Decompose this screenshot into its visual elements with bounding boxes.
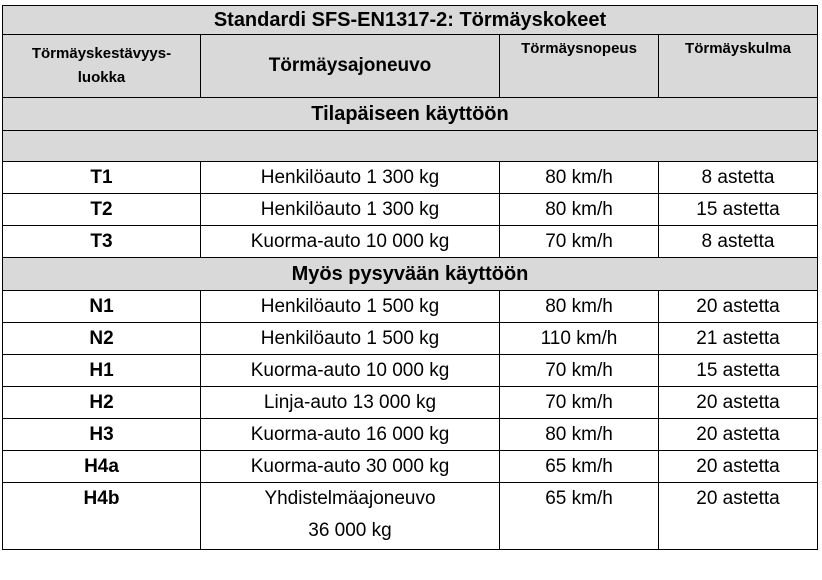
section-row-temporary	[3, 98, 818, 131]
vehicle-cell: Henkilöauto 1 300 kg	[201, 194, 500, 226]
class-cell: T2	[3, 194, 201, 226]
vehicle-cell: Henkilöauto 1 300 kg	[201, 162, 500, 194]
speed-cell: 80 km/h	[500, 162, 659, 194]
class-cell: N1	[3, 291, 201, 323]
table-row	[3, 419, 818, 451]
crash-test-table	[2, 5, 818, 550]
header-angle: Törmäyskulma	[659, 35, 818, 98]
vehicle-cell: Henkilöauto 1 500 kg	[201, 291, 500, 323]
header-row	[3, 35, 818, 98]
angle-cell: 15 astetta	[659, 194, 818, 226]
empty-gray-row	[3, 131, 818, 162]
angle-cell: 8 astetta	[659, 226, 818, 258]
class-cell: H1	[3, 355, 201, 387]
class-cell: N2	[3, 323, 201, 355]
speed-cell: 65 km/h	[500, 483, 659, 550]
table-row	[3, 387, 818, 419]
table-row	[3, 451, 818, 483]
speed-cell: 70 km/h	[500, 226, 659, 258]
vehicle-cell: Henkilöauto 1 500 kg	[201, 323, 500, 355]
vehicle-line2: 36 000 kg	[308, 520, 392, 541]
speed-cell: 65 km/h	[500, 451, 659, 483]
speed-cell: 70 km/h	[500, 355, 659, 387]
table-row	[3, 323, 818, 355]
angle-cell: 20 astetta	[659, 387, 818, 419]
table-title: Standardi SFS-EN1317-2: Törmäyskokeet	[3, 6, 818, 35]
vehicle-cell	[201, 483, 500, 550]
header-vehicle: Törmäysajoneuvo	[201, 35, 500, 98]
class-cell: T3	[3, 226, 201, 258]
vehicle-line1: Yhdistelmäajoneuvo	[264, 488, 436, 509]
table-row	[3, 162, 818, 194]
speed-cell: 80 km/h	[500, 194, 659, 226]
section-row-permanent	[3, 258, 818, 291]
vehicle-cell: Kuorma-auto 10 000 kg	[201, 355, 500, 387]
angle-cell: 15 astetta	[659, 355, 818, 387]
class-cell: H4b	[3, 483, 201, 550]
header-class	[3, 35, 201, 98]
table-title-row	[3, 6, 818, 35]
angle-cell: 8 astetta	[659, 162, 818, 194]
class-cell: H2	[3, 387, 201, 419]
section-label-permanent: Myös pysyvään käyttöön	[3, 258, 818, 291]
angle-cell: 20 astetta	[659, 451, 818, 483]
vehicle-cell: Kuorma-auto 16 000 kg	[201, 419, 500, 451]
table-row	[3, 226, 818, 258]
table-row	[3, 291, 818, 323]
table-row	[3, 355, 818, 387]
angle-cell: 21 astetta	[659, 323, 818, 355]
table-row	[3, 483, 818, 550]
header-class-line2: luokka	[77, 69, 126, 86]
vehicle-cell: Kuorma-auto 10 000 kg	[201, 226, 500, 258]
class-cell: H3	[3, 419, 201, 451]
class-cell: H4a	[3, 451, 201, 483]
speed-cell: 80 km/h	[500, 291, 659, 323]
header-class-line1: Törmäyskestävyys-	[31, 45, 172, 62]
section-label-temporary: Tilapäiseen käyttöön	[3, 98, 818, 131]
vehicle-cell: Linja-auto 13 000 kg	[201, 387, 500, 419]
vehicle-cell: Kuorma-auto 30 000 kg	[201, 451, 500, 483]
header-speed: Törmäysnopeus	[500, 35, 659, 98]
speed-cell: 70 km/h	[500, 387, 659, 419]
empty-cell	[3, 131, 818, 162]
angle-cell: 20 astetta	[659, 419, 818, 451]
speed-cell: 110 km/h	[500, 323, 659, 355]
speed-cell: 80 km/h	[500, 419, 659, 451]
class-cell: T1	[3, 162, 201, 194]
angle-cell: 20 astetta	[659, 483, 818, 550]
table-row	[3, 194, 818, 226]
angle-cell: 20 astetta	[659, 291, 818, 323]
